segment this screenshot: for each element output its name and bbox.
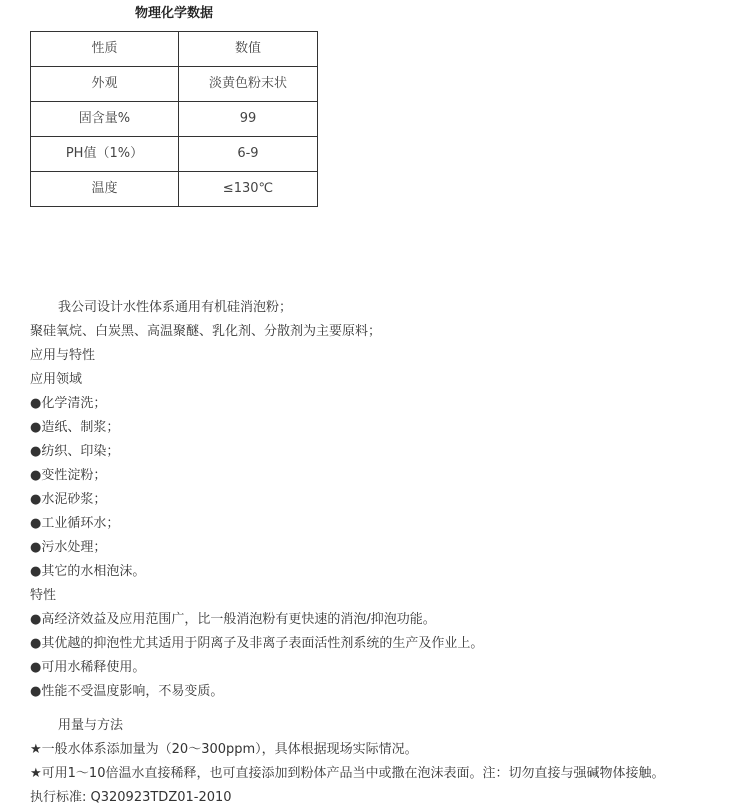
header-cell-value: 数值 — [178, 32, 317, 67]
value-cell: 99 — [178, 102, 317, 137]
spacer — [30, 704, 730, 714]
list-item: ●工业循环水； — [30, 516, 120, 531]
header-cell-property: 性质 — [31, 32, 179, 67]
table-row — [31, 102, 318, 137]
list-item: ●性能不受温度影响，不易变质。 — [30, 684, 224, 699]
table-title: 物理化学数据 — [134, 6, 213, 21]
value-cell: ≤130℃ — [178, 172, 317, 207]
list-item: ★可用1～10倍温水直接稀释，也可直接添加到粉体产品当中或撒在泡沫表面。注：切勿直接与强碱物体接触。 — [30, 766, 665, 781]
value-cell: 淡黄色粉末状 — [178, 67, 317, 102]
property-cell: 固含量% — [31, 102, 179, 137]
list-item: ●其优越的抑泡性尤其适用于阴离子及非离子表面活性剂系统的生产及作业上。 — [30, 636, 484, 651]
table-header-row — [31, 32, 318, 67]
property-cell: PH值（1%） — [31, 137, 179, 172]
section-heading-features: 特性 — [30, 588, 57, 603]
list-item: ●变性淀粉； — [30, 468, 107, 483]
subheading-application-fields: 应用领域 — [30, 372, 83, 387]
list-item: ●纺织、印染； — [30, 444, 120, 459]
section-heading-applications: 应用与特性 — [30, 348, 96, 363]
list-item: ●化学清洗； — [30, 396, 107, 411]
table-row — [31, 137, 318, 172]
value-cell: 6-9 — [178, 137, 317, 172]
table-row — [31, 172, 318, 207]
property-cell: 外观 — [31, 67, 179, 102]
execution-standard: 执行标准: Q320923TDZ01-2010 — [30, 790, 232, 805]
list-item: ●污水处理； — [30, 540, 107, 555]
properties-table — [30, 31, 318, 207]
section-heading-usage: 用量与方法 — [58, 718, 124, 733]
list-item: ●其它的水相泡沫。 — [30, 564, 146, 579]
property-cell: 温度 — [31, 172, 179, 207]
list-item: ●造纸、制浆； — [30, 420, 120, 435]
intro-line: 聚硅氧烷、白炭黑、高温聚醚、乳化剂、分散剂为主要原料； — [30, 324, 382, 339]
product-description — [30, 296, 730, 810]
list-item: ●高经济效益及应用范围广，比一般消泡粉有更快速的消泡/抑泡功能。 — [30, 612, 436, 627]
list-item: ★一般水体系添加量为（20～300ppm），具体根据现场实际情况。 — [30, 742, 418, 757]
list-item: ●可用水稀释使用。 — [30, 660, 146, 675]
intro-line: 我公司设计水性体系通用有机硅消泡粉； — [58, 300, 293, 315]
table-row — [31, 67, 318, 102]
list-item: ●水泥砂浆； — [30, 492, 107, 507]
